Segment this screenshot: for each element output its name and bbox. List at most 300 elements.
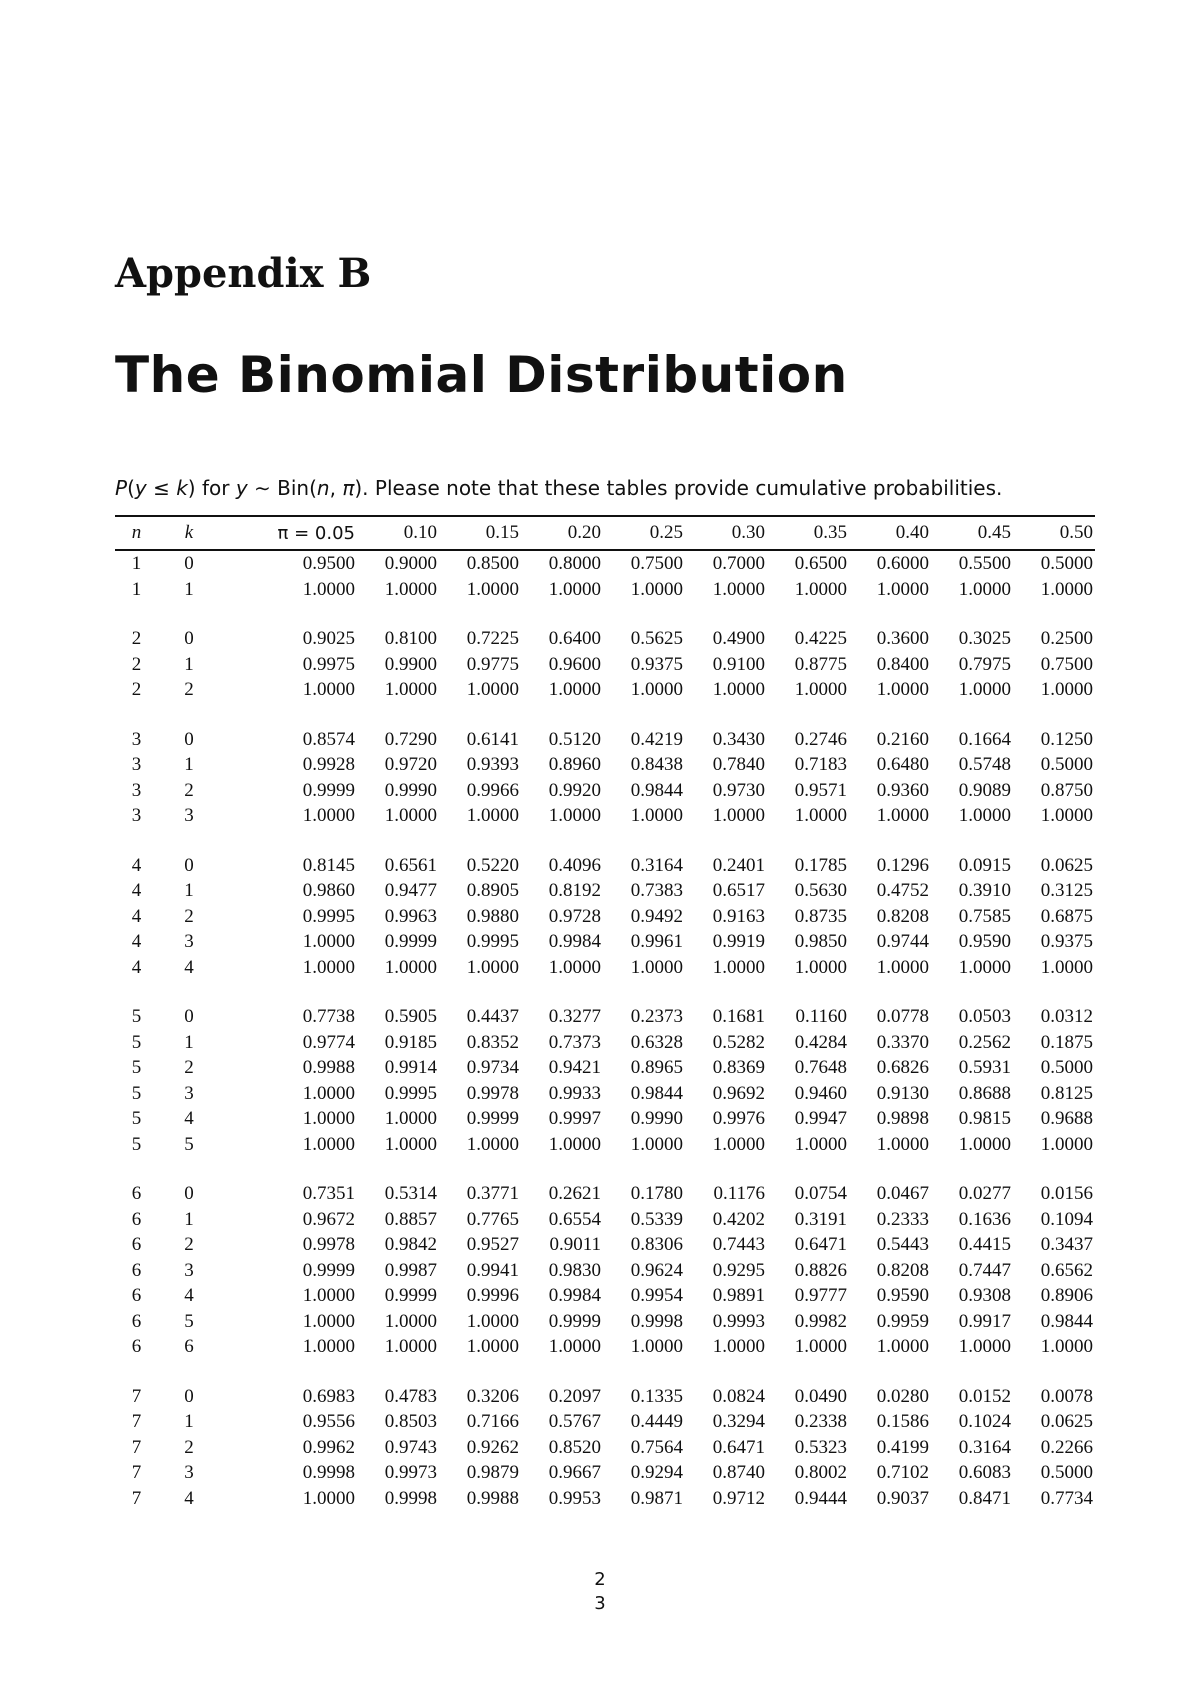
table-row bbox=[115, 955, 1095, 981]
cell-probability: 0.9871 bbox=[630, 1487, 683, 1509]
cell-probability: 0.9966 bbox=[466, 779, 519, 801]
cell-n: 3 bbox=[131, 754, 142, 775]
table-row bbox=[115, 1334, 1095, 1360]
cell-probability: 0.8775 bbox=[794, 653, 847, 675]
cell-probability: 0.0625 bbox=[1040, 854, 1093, 876]
cell-probability: 0.1875 bbox=[1040, 1031, 1093, 1053]
cell-k: 3 bbox=[184, 805, 194, 826]
cell-probability: 0.9860 bbox=[302, 880, 355, 901]
cell-probability: 0.9990 bbox=[384, 779, 437, 801]
cell-probability: 0.9375 bbox=[1040, 931, 1093, 952]
cell-probability: 0.9961 bbox=[630, 931, 683, 952]
cell-probability: 0.9898 bbox=[876, 1108, 929, 1129]
cell-k: 1 bbox=[184, 880, 194, 901]
table-row bbox=[115, 1258, 1095, 1284]
cell-probability: 0.6480 bbox=[876, 754, 929, 775]
table-body bbox=[115, 550, 1095, 1511]
cell-k: 3 bbox=[184, 1462, 194, 1483]
table-row bbox=[115, 1486, 1095, 1512]
table-row bbox=[115, 778, 1095, 804]
cell-probability: 0.7765 bbox=[466, 1208, 519, 1230]
cell-probability: 0.2373 bbox=[630, 1006, 683, 1027]
cell-probability: 0.9688 bbox=[1040, 1108, 1093, 1129]
cell-probability: 0.9262 bbox=[466, 1436, 519, 1458]
table-row bbox=[115, 853, 1095, 879]
cell-probability: 1.0000 bbox=[712, 1133, 765, 1155]
cell-probability: 0.6000 bbox=[876, 553, 929, 574]
cell-probability: 0.4437 bbox=[466, 1006, 519, 1027]
cell-probability: 0.7564 bbox=[630, 1436, 683, 1458]
cell-probability: 0.3125 bbox=[1040, 880, 1093, 901]
cell-probability: 0.6562 bbox=[1040, 1259, 1093, 1281]
cell-probability: 1.0000 bbox=[876, 578, 929, 600]
cell-probability: 0.8857 bbox=[384, 1208, 437, 1230]
cell-k: 4 bbox=[184, 1108, 194, 1129]
cell-n: 6 bbox=[131, 1336, 142, 1357]
cell-n: 4 bbox=[131, 880, 142, 901]
cell-probability: 0.3600 bbox=[876, 628, 929, 649]
cell-probability: 0.5339 bbox=[630, 1208, 683, 1230]
cell-probability: 0.9744 bbox=[876, 931, 929, 952]
cell-probability: 1.0000 bbox=[1040, 679, 1093, 700]
cell-probability: 0.0503 bbox=[958, 1006, 1011, 1027]
header-pi-first: π = 0.05 bbox=[277, 522, 355, 544]
cell-n: 2 bbox=[131, 679, 142, 700]
cell-probability: 1.0000 bbox=[548, 1133, 601, 1155]
group-spacer-cell bbox=[115, 1360, 1095, 1384]
cell-k: 4 bbox=[184, 956, 194, 978]
cell-probability: 0.2333 bbox=[876, 1208, 929, 1230]
cell-k: 0 bbox=[184, 553, 194, 574]
cell-k: 1 bbox=[184, 1411, 194, 1432]
cell-probability: 0.3191 bbox=[794, 1208, 847, 1230]
cell-probability: 0.9527 bbox=[466, 1234, 519, 1255]
cell-probability: 1.0000 bbox=[876, 679, 929, 700]
cell-probability: 0.9998 bbox=[302, 1462, 355, 1483]
caption-formula-y2: y bbox=[235, 476, 248, 500]
cell-probability: 1.0000 bbox=[630, 956, 683, 978]
table-row bbox=[115, 1106, 1095, 1132]
cell-probability: 0.8100 bbox=[384, 628, 437, 649]
cell-probability: 0.9941 bbox=[466, 1259, 519, 1281]
cell-n: 3 bbox=[131, 728, 142, 750]
cell-probability: 1.0000 bbox=[302, 1133, 355, 1155]
cell-probability: 1.0000 bbox=[302, 1310, 355, 1332]
group-spacer-cell bbox=[115, 829, 1095, 853]
cell-probability: 1.0000 bbox=[876, 1133, 929, 1155]
cell-probability: 0.9993 bbox=[712, 1310, 765, 1332]
cell-probability: 0.8306 bbox=[630, 1234, 683, 1255]
cell-n: 7 bbox=[131, 1385, 142, 1407]
cell-probability: 0.1636 bbox=[958, 1208, 1011, 1230]
header-n: n bbox=[131, 522, 142, 543]
cell-probability: 0.2746 bbox=[794, 728, 847, 750]
cell-probability: 0.9667 bbox=[548, 1462, 601, 1483]
cell-n: 6 bbox=[131, 1310, 142, 1332]
cell-probability: 0.1785 bbox=[794, 854, 847, 876]
cell-n: 7 bbox=[131, 1436, 142, 1458]
cell-probability: 0.9692 bbox=[712, 1082, 765, 1104]
cell-probability: 1.0000 bbox=[958, 1336, 1011, 1357]
cell-n: 7 bbox=[131, 1462, 142, 1483]
cell-k: 2 bbox=[184, 1234, 194, 1255]
header-k: k bbox=[184, 522, 194, 543]
cell-probability: 0.9844 bbox=[630, 1082, 683, 1104]
cell-probability: 1.0000 bbox=[876, 805, 929, 826]
cell-probability: 0.9712 bbox=[712, 1487, 765, 1509]
cell-probability: 0.9037 bbox=[876, 1487, 929, 1509]
cell-k: 4 bbox=[184, 1487, 194, 1509]
cell-probability: 0.6554 bbox=[548, 1208, 601, 1230]
cell-probability: 0.6875 bbox=[1040, 905, 1093, 927]
cell-probability: 0.8826 bbox=[794, 1259, 847, 1281]
cell-probability: 0.5282 bbox=[712, 1031, 765, 1053]
cell-k: 1 bbox=[184, 578, 194, 600]
cell-probability: 1.0000 bbox=[794, 679, 847, 700]
cell-k: 5 bbox=[184, 1310, 194, 1332]
cell-probability: 0.7183 bbox=[794, 754, 847, 775]
cell-probability: 0.9590 bbox=[876, 1285, 929, 1306]
cell-probability: 0.9917 bbox=[958, 1310, 1011, 1332]
cell-probability: 0.9976 bbox=[712, 1108, 765, 1129]
chapter-title: The Binomial Distribution bbox=[115, 346, 848, 404]
cell-probability: 1.0000 bbox=[712, 679, 765, 700]
cell-probability: 0.2097 bbox=[548, 1385, 601, 1407]
cell-probability: 0.8400 bbox=[876, 653, 929, 675]
table-row bbox=[115, 727, 1095, 753]
header-pi: 0.20 bbox=[567, 522, 601, 543]
cell-probability: 0.9953 bbox=[548, 1487, 601, 1509]
cell-probability: 1.0000 bbox=[466, 805, 519, 826]
cell-probability: 0.8574 bbox=[302, 728, 355, 750]
cell-probability: 0.7734 bbox=[1040, 1487, 1093, 1509]
cell-probability: 1.0000 bbox=[712, 1336, 765, 1357]
cell-probability: 1.0000 bbox=[1040, 805, 1093, 826]
cell-probability: 0.7225 bbox=[466, 628, 519, 649]
cell-probability: 0.9743 bbox=[384, 1436, 437, 1458]
cell-probability: 1.0000 bbox=[794, 578, 847, 600]
cell-probability: 0.9000 bbox=[384, 553, 437, 574]
group-spacer bbox=[115, 703, 1095, 727]
cell-probability: 0.8500 bbox=[466, 553, 519, 574]
cell-probability: 0.7166 bbox=[466, 1411, 519, 1432]
cell-probability: 0.3370 bbox=[876, 1031, 929, 1053]
table-row bbox=[115, 1132, 1095, 1158]
cell-probability: 0.5625 bbox=[630, 628, 683, 649]
cell-k: 2 bbox=[184, 1436, 194, 1458]
cell-probability: 0.7290 bbox=[384, 728, 437, 750]
cell-probability: 0.8145 bbox=[302, 854, 355, 876]
cell-probability: 0.9011 bbox=[549, 1234, 601, 1255]
cell-k: 2 bbox=[184, 779, 194, 801]
group-spacer-cell bbox=[115, 703, 1095, 727]
cell-probability: 0.8740 bbox=[712, 1462, 765, 1483]
cell-probability: 0.9571 bbox=[794, 779, 847, 801]
header-pi: 0.45 bbox=[977, 522, 1011, 543]
cell-probability: 0.9982 bbox=[794, 1310, 847, 1332]
cell-n: 6 bbox=[131, 1285, 142, 1306]
cell-probability: 0.4415 bbox=[958, 1234, 1011, 1255]
cell-k: 3 bbox=[184, 1259, 194, 1281]
cell-probability: 0.1664 bbox=[958, 728, 1011, 750]
cell-probability: 0.3277 bbox=[548, 1006, 601, 1027]
cell-probability: 0.9973 bbox=[384, 1462, 437, 1483]
cell-probability: 0.4284 bbox=[794, 1031, 847, 1053]
cell-probability: 0.9089 bbox=[958, 779, 1011, 801]
cell-probability: 0.9984 bbox=[548, 1285, 601, 1306]
cell-probability: 0.9900 bbox=[384, 653, 437, 675]
cell-probability: 0.7500 bbox=[1040, 653, 1093, 675]
cell-probability: 0.9999 bbox=[466, 1108, 519, 1129]
cell-probability: 0.8503 bbox=[384, 1411, 437, 1432]
cell-probability: 1.0000 bbox=[302, 1336, 355, 1357]
cell-probability: 0.7648 bbox=[794, 1057, 847, 1078]
table-caption: P(y ≤ k) for y ∼ Bin(n, π). Please note that these tables provide cumulative probabilities. bbox=[115, 476, 1003, 500]
cell-k: 0 bbox=[184, 854, 194, 876]
cell-k: 3 bbox=[184, 1082, 194, 1104]
cell-n: 5 bbox=[131, 1031, 142, 1053]
cell-n: 2 bbox=[131, 653, 142, 675]
cell-probability: 0.1160 bbox=[795, 1006, 847, 1027]
cell-probability: 0.9728 bbox=[548, 905, 601, 927]
cell-probability: 0.9720 bbox=[384, 754, 437, 775]
cell-n: 6 bbox=[131, 1234, 142, 1255]
cell-probability: 0.9999 bbox=[384, 931, 437, 952]
cell-n: 6 bbox=[131, 1183, 142, 1204]
cell-probability: 0.9775 bbox=[466, 653, 519, 675]
cell-k: 1 bbox=[184, 754, 194, 775]
cell-probability: 1.0000 bbox=[630, 679, 683, 700]
cell-probability: 0.0778 bbox=[876, 1006, 929, 1027]
cell-probability: 1.0000 bbox=[630, 578, 683, 600]
cell-probability: 0.9492 bbox=[630, 905, 683, 927]
cell-probability: 0.9393 bbox=[466, 754, 519, 775]
cell-probability: 0.8960 bbox=[548, 754, 601, 775]
cell-probability: 0.7500 bbox=[630, 553, 683, 574]
cell-probability: 0.1250 bbox=[1040, 728, 1093, 750]
cell-probability: 0.9600 bbox=[548, 653, 601, 675]
cell-probability: 0.5000 bbox=[1040, 754, 1093, 775]
cell-k: 0 bbox=[184, 728, 194, 750]
cell-probability: 0.9375 bbox=[630, 653, 683, 675]
cell-k: 3 bbox=[184, 931, 194, 952]
caption-formula-comma: , bbox=[329, 476, 343, 500]
cell-probability: 0.9920 bbox=[548, 779, 601, 801]
group-spacer bbox=[115, 980, 1095, 1004]
cell-probability: 0.9025 bbox=[302, 628, 355, 649]
cell-probability: 0.9444 bbox=[794, 1487, 847, 1509]
cell-probability: 0.7443 bbox=[712, 1234, 765, 1255]
cell-probability: 0.9963 bbox=[384, 905, 437, 927]
cell-probability: 1.0000 bbox=[1040, 578, 1093, 600]
group-spacer-cell bbox=[115, 980, 1095, 1004]
cell-probability: 0.9999 bbox=[548, 1310, 601, 1332]
cell-probability: 0.0915 bbox=[958, 854, 1011, 876]
cell-probability: 0.9500 bbox=[302, 553, 355, 574]
cell-probability: 0.0467 bbox=[876, 1183, 929, 1204]
cell-probability: 0.9984 bbox=[548, 931, 601, 952]
cell-probability: 0.1024 bbox=[958, 1411, 1011, 1432]
group-spacer bbox=[115, 829, 1095, 853]
cell-probability: 0.9360 bbox=[876, 779, 929, 801]
cell-n: 2 bbox=[131, 628, 142, 649]
table-row bbox=[115, 1309, 1095, 1335]
cell-probability: 0.9842 bbox=[384, 1234, 437, 1255]
cell-n: 7 bbox=[131, 1487, 142, 1509]
caption-formula-pi: π bbox=[342, 476, 355, 500]
cell-probability: 1.0000 bbox=[794, 1336, 847, 1357]
cell-probability: 0.6141 bbox=[466, 728, 519, 750]
cell-probability: 0.8750 bbox=[1040, 779, 1093, 801]
cell-probability: 1.0000 bbox=[712, 956, 765, 978]
cell-probability: 0.1586 bbox=[876, 1411, 929, 1432]
cell-probability: 0.3430 bbox=[712, 728, 765, 750]
cell-probability: 0.5220 bbox=[466, 854, 519, 876]
cell-probability: 1.0000 bbox=[712, 578, 765, 600]
cell-probability: 1.0000 bbox=[384, 956, 437, 978]
cell-probability: 0.3910 bbox=[958, 880, 1011, 901]
caption-formula-y: y bbox=[134, 476, 147, 500]
cell-probability: 1.0000 bbox=[876, 956, 929, 978]
cell-probability: 0.8688 bbox=[958, 1082, 1011, 1104]
table-row bbox=[115, 1283, 1095, 1309]
cell-probability: 0.8735 bbox=[794, 905, 847, 927]
cell-probability: 1.0000 bbox=[384, 1108, 437, 1129]
cell-probability: 0.9844 bbox=[630, 779, 683, 801]
cell-probability: 0.6826 bbox=[876, 1057, 929, 1078]
cell-probability: 0.2562 bbox=[958, 1031, 1011, 1053]
cell-probability: 0.3164 bbox=[958, 1436, 1011, 1458]
cell-probability: 0.3025 bbox=[958, 628, 1011, 649]
cell-probability: 1.0000 bbox=[384, 679, 437, 700]
table-row bbox=[115, 677, 1095, 703]
cell-probability: 0.7383 bbox=[630, 880, 683, 901]
cell-probability: 0.9997 bbox=[548, 1108, 601, 1129]
cell-probability: 0.2500 bbox=[1040, 628, 1093, 649]
cell-k: 2 bbox=[184, 679, 194, 700]
cell-probability: 1.0000 bbox=[302, 1487, 355, 1509]
cell-probability: 0.5000 bbox=[1040, 1462, 1093, 1483]
cell-probability: 0.9999 bbox=[384, 1285, 437, 1306]
cell-probability: 0.9947 bbox=[794, 1108, 847, 1129]
cell-probability: 0.8000 bbox=[548, 553, 601, 574]
caption-formula-tilde: ∼ Bin( bbox=[247, 476, 317, 500]
cell-probability: 0.8520 bbox=[548, 1436, 601, 1458]
cell-probability: 0.0277 bbox=[958, 1183, 1011, 1204]
cell-probability: 0.1176 bbox=[713, 1183, 765, 1204]
cell-probability: 0.7373 bbox=[548, 1031, 601, 1053]
caption-formula-n: n bbox=[316, 476, 330, 500]
cell-probability: 0.7585 bbox=[958, 905, 1011, 927]
cell-probability: 0.5630 bbox=[794, 880, 847, 901]
cell-probability: 0.9777 bbox=[794, 1285, 847, 1306]
cell-probability: 0.9130 bbox=[876, 1082, 929, 1104]
cell-n: 5 bbox=[131, 1133, 142, 1155]
page-number-line-2: 3 bbox=[594, 1593, 606, 1614]
cell-probability: 0.6983 bbox=[302, 1385, 355, 1407]
cell-probability: 0.2621 bbox=[548, 1183, 601, 1204]
cell-probability: 0.2401 bbox=[712, 854, 765, 876]
cell-n: 4 bbox=[131, 956, 142, 978]
page-number-line-1: 2 bbox=[594, 1569, 606, 1590]
cell-probability: 0.9590 bbox=[958, 931, 1011, 952]
cell-probability: 1.0000 bbox=[384, 1310, 437, 1332]
cell-probability: 0.5120 bbox=[548, 728, 601, 750]
cell-probability: 0.9421 bbox=[548, 1057, 601, 1078]
table-row bbox=[115, 803, 1095, 829]
cell-probability: 0.9959 bbox=[876, 1310, 929, 1332]
cell-probability: 0.1681 bbox=[712, 1006, 765, 1027]
cell-k: 0 bbox=[184, 1006, 194, 1027]
cell-probability: 0.8438 bbox=[630, 754, 683, 775]
group-spacer bbox=[115, 602, 1095, 626]
cell-probability: 1.0000 bbox=[1040, 1133, 1093, 1155]
cell-k: 6 bbox=[184, 1336, 194, 1357]
table-row bbox=[115, 929, 1095, 955]
cell-n: 6 bbox=[131, 1259, 142, 1281]
cell-probability: 0.0490 bbox=[794, 1385, 847, 1407]
cell-probability: 0.5000 bbox=[1040, 553, 1093, 574]
cell-probability: 0.0152 bbox=[958, 1385, 1011, 1407]
cell-probability: 1.0000 bbox=[958, 805, 1011, 826]
cell-k: 5 bbox=[184, 1133, 194, 1155]
cell-n: 5 bbox=[131, 1108, 142, 1129]
cell-n: 4 bbox=[131, 905, 142, 927]
cell-probability: 0.9999 bbox=[302, 779, 355, 801]
cell-probability: 1.0000 bbox=[466, 1310, 519, 1332]
cell-k: 1 bbox=[184, 653, 194, 675]
caption-formula-for: ) for bbox=[187, 476, 236, 500]
cell-probability: 0.9879 bbox=[466, 1462, 519, 1483]
table-row bbox=[115, 1181, 1095, 1207]
cell-probability: 1.0000 bbox=[958, 1133, 1011, 1155]
cell-probability: 0.9624 bbox=[630, 1259, 683, 1281]
header-pi: 0.35 bbox=[813, 522, 847, 543]
table-row bbox=[115, 878, 1095, 904]
cell-n: 5 bbox=[131, 1082, 142, 1104]
cell-probability: 1.0000 bbox=[302, 679, 355, 700]
header-pi: 0.25 bbox=[649, 522, 683, 543]
cell-probability: 1.0000 bbox=[548, 805, 601, 826]
cell-probability: 0.6471 bbox=[794, 1234, 847, 1255]
cell-probability: 0.4449 bbox=[630, 1411, 683, 1432]
cell-probability: 0.9163 bbox=[712, 905, 765, 927]
cell-probability: 0.7351 bbox=[302, 1183, 355, 1204]
cell-probability: 0.6083 bbox=[958, 1462, 1011, 1483]
cell-probability: 1.0000 bbox=[630, 1336, 683, 1357]
cell-probability: 0.0824 bbox=[712, 1385, 765, 1407]
cell-n: 7 bbox=[131, 1411, 142, 1432]
cell-probability: 0.0078 bbox=[1040, 1385, 1093, 1407]
cell-probability: 1.0000 bbox=[384, 805, 437, 826]
cell-probability: 0.9294 bbox=[630, 1462, 683, 1483]
cell-probability: 0.9996 bbox=[466, 1285, 519, 1306]
cell-probability: 0.0312 bbox=[1040, 1006, 1093, 1027]
cell-probability: 0.9734 bbox=[466, 1057, 519, 1078]
cell-probability: 0.8002 bbox=[794, 1462, 847, 1483]
cell-probability: 0.3437 bbox=[1040, 1234, 1093, 1255]
group-spacer bbox=[115, 1360, 1095, 1384]
cell-probability: 0.7738 bbox=[302, 1006, 355, 1027]
cell-probability: 0.9556 bbox=[302, 1411, 355, 1432]
cell-probability: 0.8352 bbox=[466, 1031, 519, 1053]
header-pi: 0.50 bbox=[1059, 522, 1093, 543]
cell-probability: 0.4202 bbox=[712, 1208, 765, 1230]
cell-probability: 0.8471 bbox=[958, 1487, 1011, 1509]
table-row bbox=[115, 1384, 1095, 1410]
cell-probability: 0.5767 bbox=[548, 1411, 601, 1432]
cell-k: 1 bbox=[184, 1208, 194, 1230]
